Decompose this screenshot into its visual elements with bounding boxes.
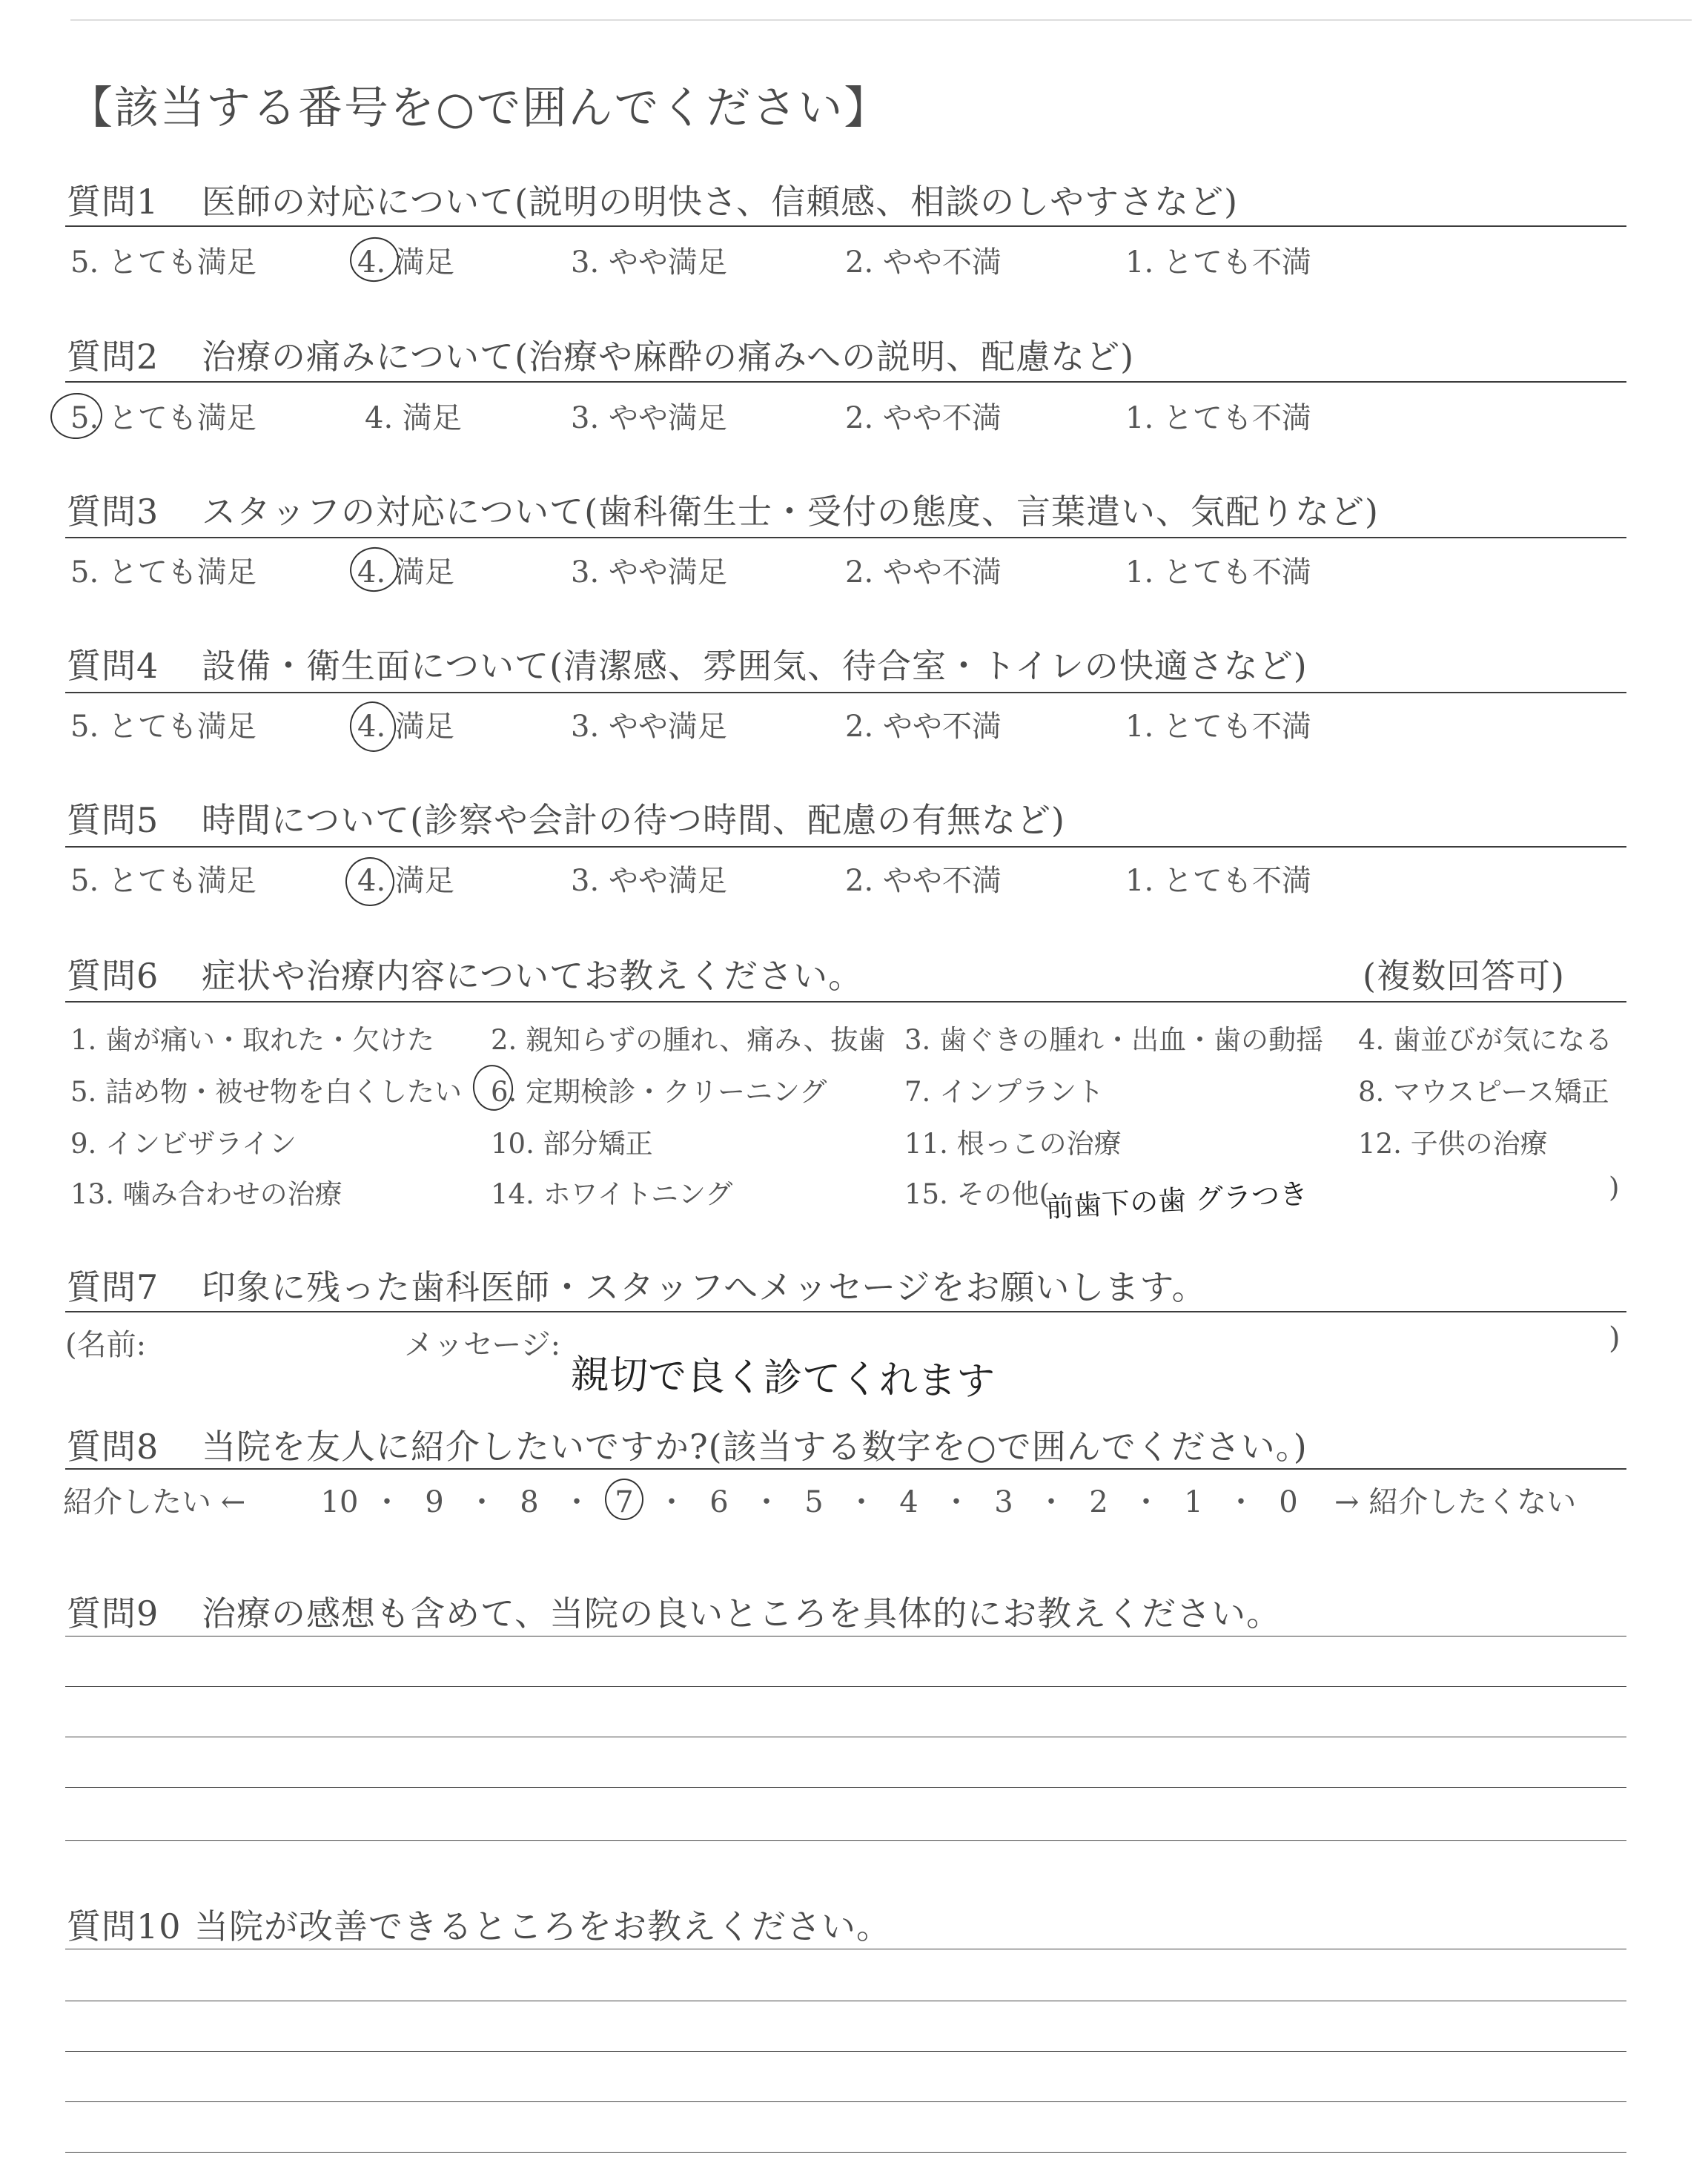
question-2-heading [67, 330, 1134, 379]
scale-separator: ・ [372, 1485, 402, 1519]
question-4-tag: 質問4 [67, 646, 159, 686]
scale-separator: ・ [467, 1485, 497, 1519]
scale-separator: ・ [941, 1485, 971, 1519]
question-9-heading [67, 1587, 1281, 1636]
scale-separator: ・ [847, 1485, 876, 1519]
q6-option-10[interactable]: 10. 部分矯正 [491, 1128, 653, 1160]
question-10-text: 当院が改善できるところをお教えください。 [194, 1906, 891, 1946]
question-5-heading [67, 793, 1065, 842]
question-3-rule [65, 537, 1626, 538]
scale-3[interactable]: 3 [994, 1485, 1013, 1519]
q1-option-5[interactable]: 5. とても満足 [70, 245, 256, 280]
page-instruction: 【該当する番号を○で囲んでください】 [68, 82, 890, 134]
q1-option-3[interactable]: 3. やや満足 [571, 245, 727, 280]
q6-option-14[interactable]: 14. ホワイトニング [491, 1178, 733, 1210]
q4-option-1[interactable]: 1. とても不満 [1125, 710, 1311, 744]
recommend-scale [315, 1479, 1313, 1521]
q5-option-2[interactable]: 2. やや不満 [845, 864, 1002, 898]
question-2-rule [65, 381, 1626, 383]
q6-option-2[interactable]: 2. 親知らずの腫れ、痛み、抜歯 [491, 1024, 886, 1056]
question-10-heading [67, 1900, 891, 1949]
q6-option-9[interactable]: 9. インビザライン [70, 1128, 297, 1160]
q5-option-4[interactable]: 4. 満足 [357, 864, 454, 898]
scale-10[interactable]: 10 [320, 1485, 359, 1519]
q4-option-2[interactable]: 2. やや不満 [845, 710, 1002, 744]
question-8-tag: 質問8 [67, 1427, 159, 1467]
question-7-tag: 質問7 [67, 1267, 159, 1307]
q2-option-2[interactable]: 2. やや不満 [845, 401, 1002, 435]
q3-option-3[interactable]: 3. やや満足 [571, 555, 727, 589]
q3-option-5[interactable]: 5. とても満足 [70, 555, 256, 589]
q2-option-4[interactable]: 4. 満足 [365, 401, 462, 435]
q3-option-1[interactable]: 1. とても不満 [1125, 555, 1311, 589]
question-4-text: 設備・衛生面について(清潔感、雰囲気、待合室・トイレの快適さなど) [202, 646, 1308, 686]
scan-top-edge [70, 19, 1692, 21]
q9-answer-line[interactable] [65, 1840, 1626, 1841]
q6-option-6[interactable]: 6. 定期検診・クリーニング [491, 1076, 827, 1108]
question-8-text: 当院を友人に紹介したいですか?(該当する数字を○で囲んでください。) [202, 1427, 1308, 1467]
question-8-rule [65, 1468, 1626, 1470]
scale-2[interactable]: 2 [1089, 1485, 1108, 1519]
question-2-tag: 質問2 [67, 337, 159, 377]
q5-option-1[interactable]: 1. とても不満 [1125, 864, 1311, 898]
q4-option-4[interactable]: 4. 満足 [357, 710, 454, 744]
q6-option-8[interactable]: 8. マウスピース矯正 [1358, 1076, 1609, 1108]
q5-option-3[interactable]: 3. やや満足 [571, 864, 727, 898]
scale-separator: ・ [1226, 1485, 1256, 1519]
scale-separator: ・ [562, 1485, 592, 1519]
question-4-heading [67, 639, 1308, 688]
q6-option-4[interactable]: 4. 歯並びが気になる [1358, 1024, 1613, 1056]
question-3-heading [67, 485, 1379, 534]
question-7-text: 印象に残った歯科医師・スタッフへメッセージをお願いします。 [202, 1267, 1207, 1307]
question-6-text: 症状や治療内容についてお教えください。 [202, 956, 864, 996]
question-1-text: 医師の対応について(説明の明快さ、信頼感、相談のしやすさなど) [202, 182, 1239, 222]
q2-option-1[interactable]: 1. とても不満 [1125, 401, 1311, 435]
multiple-answer-note: (複数回答可) [1363, 956, 1565, 996]
question-10-tag: 質問10 [67, 1906, 182, 1946]
q3-option-2[interactable]: 2. やや不満 [845, 555, 1002, 589]
q10-answer-line[interactable] [65, 2051, 1626, 2052]
q6-option-11[interactable]: 11. 根っこの治療 [904, 1128, 1122, 1160]
scale-4[interactable]: 4 [899, 1485, 918, 1519]
scale-separator: ・ [657, 1485, 686, 1519]
question-2-text: 治療の痛みについて(治療や麻酔の痛みへの説明、配慮など) [202, 337, 1135, 377]
scale-1[interactable]: 1 [1184, 1485, 1203, 1519]
question-7-rule [65, 1311, 1626, 1312]
q9-answer-line[interactable] [65, 1787, 1626, 1788]
recommend-right-label: → 紹介したくない [1334, 1485, 1577, 1519]
q6-option-1[interactable]: 1. 歯が痛い・取れた・欠けた [70, 1024, 435, 1056]
q6-option-5[interactable]: 5. 詰め物・被せ物を白くしたい [70, 1076, 463, 1108]
q5-option-5[interactable]: 5. とても満足 [70, 864, 256, 898]
question-6-rule [65, 1001, 1626, 1003]
question-3-tag: 質問3 [67, 492, 159, 532]
recommend-left-label: 紹介したい ← [63, 1485, 246, 1519]
scale-separator: ・ [752, 1485, 781, 1519]
question-9-tag: 質問9 [67, 1593, 159, 1634]
q1-option-2[interactable]: 2. やや不満 [845, 245, 1002, 280]
q6-other-handwritten: 前歯下の歯 グラつき [1045, 1177, 1309, 1224]
q6-option-15[interactable]: 15. その他( [904, 1178, 1050, 1210]
scale-separator: ・ [1131, 1485, 1161, 1519]
q8-selection-circle [605, 1479, 643, 1520]
name-label: (名前: [65, 1328, 147, 1362]
message-handwritten: 親切で良く診てくれます [570, 1353, 996, 1404]
scale-8[interactable]: 8 [520, 1485, 539, 1519]
question-3-text: スタッフの対応について(歯科衛生士・受付の態度、言葉遣い、気配りなど) [202, 492, 1379, 532]
q6-option-12[interactable]: 12. 子供の治療 [1358, 1128, 1548, 1160]
q4-option-3[interactable]: 3. やや満足 [571, 710, 727, 744]
q10-answer-line[interactable] [65, 2101, 1626, 2102]
q6-option-7[interactable]: 7. インプラント [904, 1076, 1105, 1108]
q4-option-5[interactable]: 5. とても満足 [70, 710, 256, 744]
scale-9[interactable]: 9 [425, 1485, 444, 1519]
scale-0[interactable]: 0 [1279, 1485, 1298, 1519]
question-7-heading [67, 1261, 1207, 1309]
q7-close-paren: ) [1609, 1321, 1621, 1355]
scale-separator: ・ [1036, 1485, 1066, 1519]
scale-7[interactable]: 7 [615, 1485, 634, 1519]
question-6-heading [67, 949, 863, 998]
q1-option-4[interactable]: 4. 満足 [357, 245, 454, 280]
q10-answer-line[interactable] [65, 2152, 1626, 2153]
q1-option-1[interactable]: 1. とても不満 [1125, 245, 1311, 280]
question-1-heading [67, 175, 1238, 224]
message-label: メッセージ: [404, 1328, 561, 1362]
question-1-tag: 質問1 [67, 182, 159, 222]
q6-other-close-paren: ) [1609, 1172, 1620, 1203]
question-9-text: 治療の感想も含めて、当院の良いところを具体的にお教えください。 [202, 1593, 1282, 1634]
question-1-rule [65, 225, 1626, 227]
question-5-tag: 質問5 [67, 800, 159, 840]
scale-5[interactable]: 5 [804, 1485, 824, 1519]
question-8-heading [67, 1420, 1308, 1469]
question-5-rule [65, 846, 1626, 848]
scale-6[interactable]: 6 [709, 1485, 729, 1519]
question-4-rule [65, 692, 1626, 693]
q6-option-13[interactable]: 13. 噛み合わせの治療 [70, 1178, 342, 1210]
q3-option-4[interactable]: 4. 満足 [357, 555, 454, 589]
q2-option-3[interactable]: 3. やや満足 [571, 401, 727, 435]
q2-option-5[interactable]: 5. とても満足 [70, 401, 256, 435]
q6-option-3[interactable]: 3. 歯ぐきの腫れ・出血・歯の動揺 [904, 1024, 1324, 1056]
q9-answer-line[interactable] [65, 1686, 1626, 1687]
question-5-text: 時間について(診察や会計の待つ時間、配慮の有無など) [202, 800, 1065, 840]
question-6-tag: 質問6 [67, 956, 159, 996]
